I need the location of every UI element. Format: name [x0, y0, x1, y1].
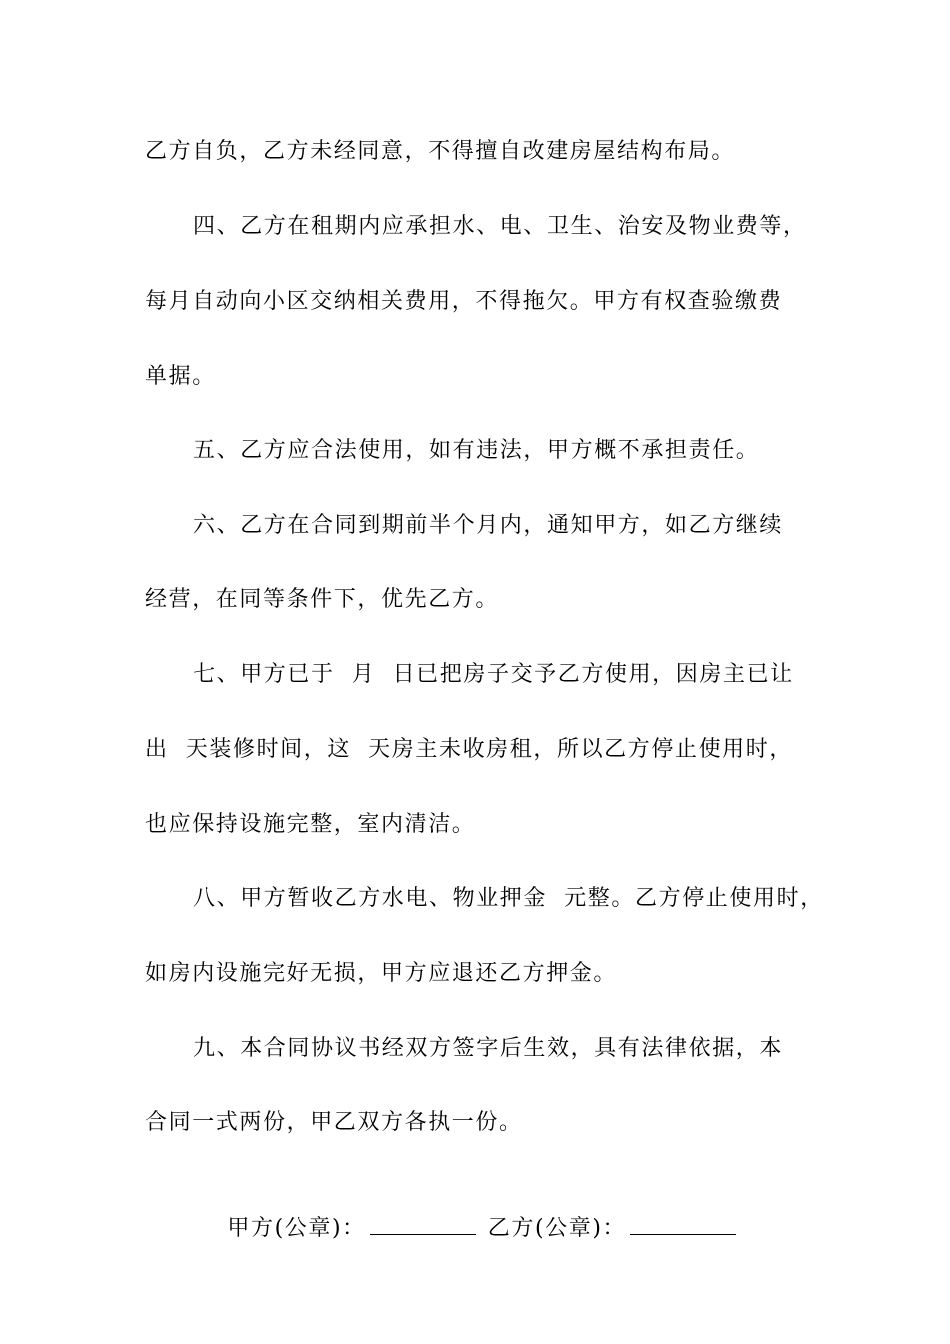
party-a-signature-blank[interactable]: [370, 1212, 476, 1235]
clause-5-line: 五、乙方应合法使用，如有违法，甲方概不承担责任。: [193, 438, 760, 463]
clause-8-line: 八、甲方暂收乙方水电、物业押金 元整。乙方停止使用时，: [193, 886, 824, 911]
paragraph-line: 出 天装修时间，这 天房主未收房租，所以乙方停止使用时，: [145, 737, 793, 762]
paragraph-line: 也应保持设施完整，室内清洁。: [145, 812, 476, 837]
paragraph-line: 每月自动向小区交纳相关费用，不得拖欠。甲方有权查验缴费: [145, 289, 783, 314]
party-b-signature-blank[interactable]: [630, 1212, 736, 1235]
clause-9-line: 九、本合同协议书经双方签字后生效，具有法律依据，本: [193, 1036, 784, 1061]
paragraph-line: 经营，在同等条件下，优先乙方。: [145, 587, 500, 612]
paragraph-line: 乙方自负，乙方未经同意，不得擅自改建房屋结构布局。: [145, 139, 736, 164]
party-a-label: 甲方(公章)：: [227, 1216, 366, 1241]
paragraph-line: 合同一式两份，甲乙双方各执一份。: [145, 1110, 523, 1135]
paragraph-line: 单据。: [145, 364, 216, 389]
signature-row: [193, 1182, 736, 1241]
paragraph-line: 如房内设施完好无损，甲方应退还乙方押金。: [145, 961, 618, 986]
clause-4-line: 四、乙方在租期内应承担水、电、卫生、治安及物业费等，: [193, 214, 807, 239]
clause-6-line: 六、乙方在合同到期前半个月内，通知甲方，如乙方继续: [193, 513, 784, 538]
clause-7-line: 七、甲方已于 月 日已把房子交予乙方使用，因房主已让: [193, 662, 794, 687]
party-b-label: 乙方(公章)：: [487, 1216, 627, 1241]
